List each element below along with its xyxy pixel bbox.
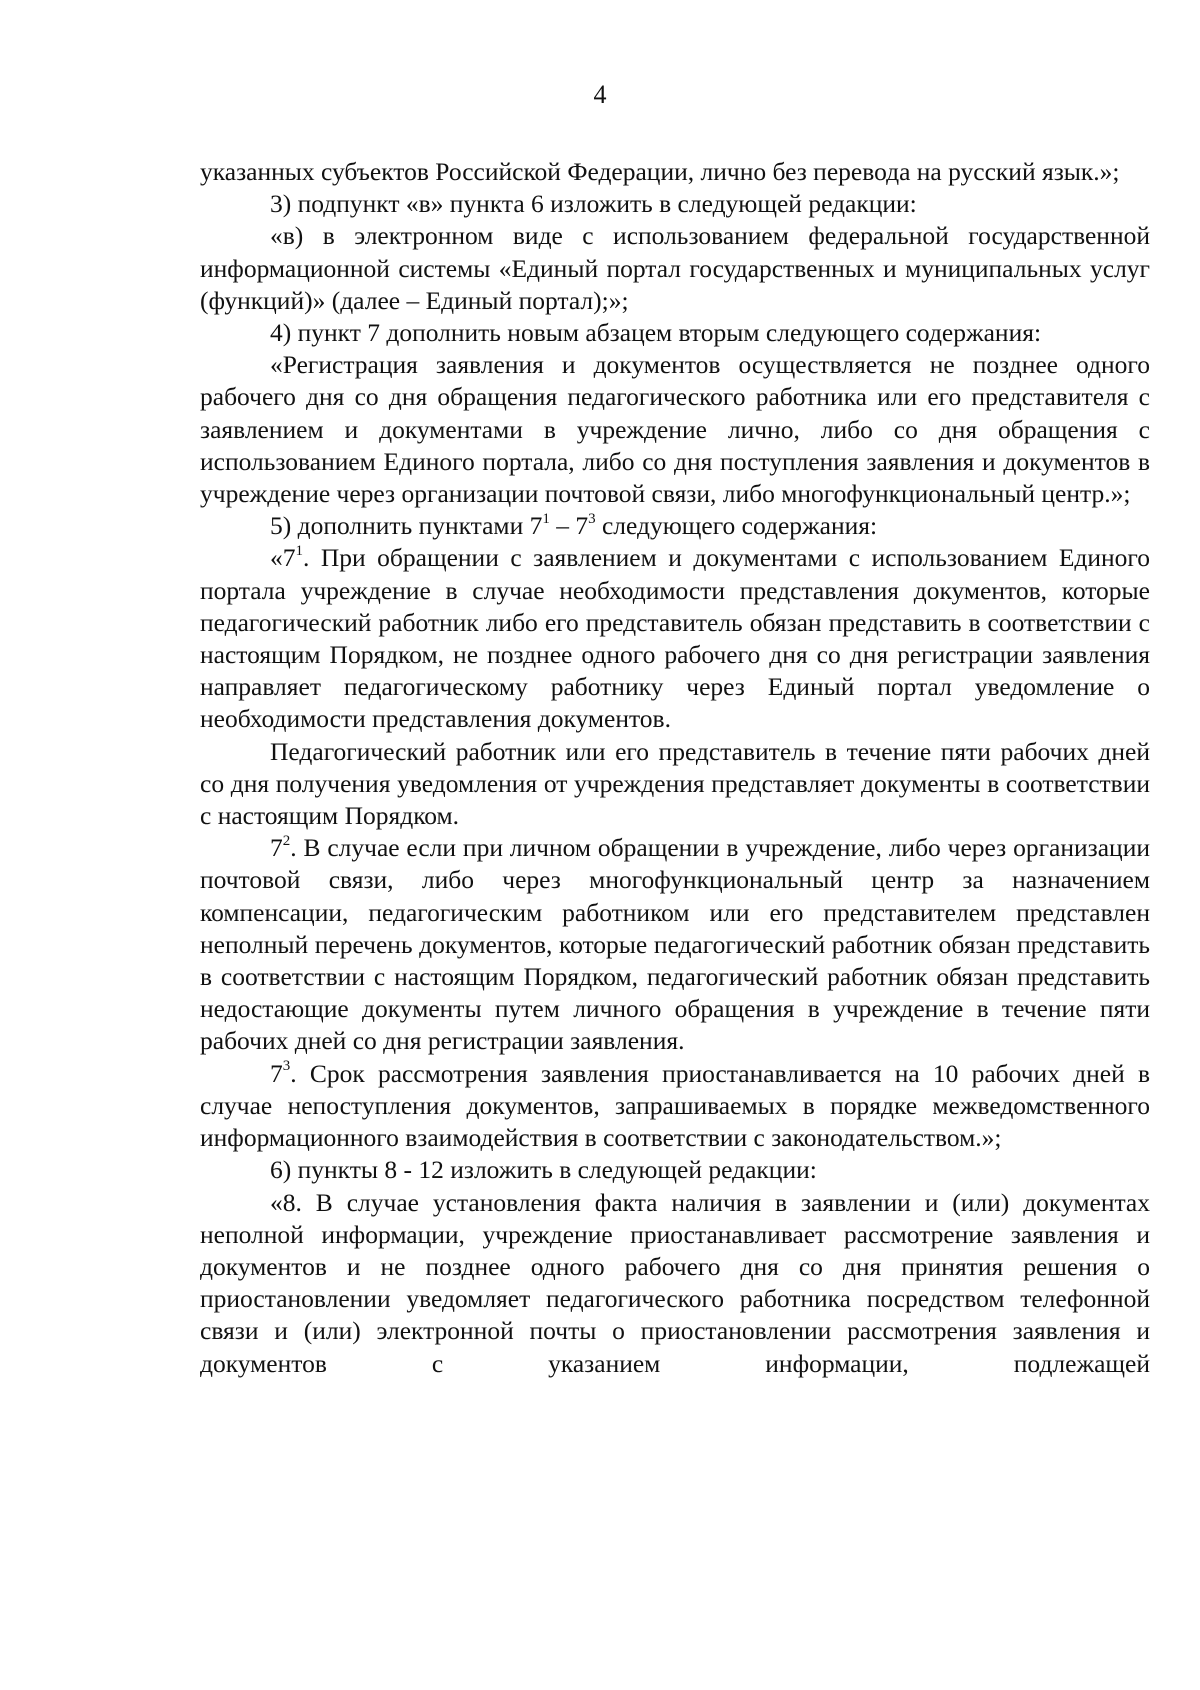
paragraph-subpoint-4: 4) пункт 7 дополнить новым абзацем вторым следующего содержания: [270, 318, 1042, 348]
paragraph-subpoint-5: 5) дополнить пунктами $7^1 - 7^3$ следующего содержания: [270, 510, 878, 541]
paragraph-continuation: указанных субъектов Российской Федерации, лично без перевода на русский язык.»; [200, 157, 1120, 186]
paragraph-8: «8. В случае установления факта наличия в заявлении и (или) документах неполной информации, учреждение приостанавливает рассмотрение заявления и документов и не позднее одного рабочего дня со дня принятия решения о приостановлении уведомляет педагогического работника посредством телефонной связи и (или) электронной почты о приостановлении рассмотрения заявления и документов с указанием информации, подлежащей [200, 1187, 1150, 1378]
paragraph-7-1: «$7^1$. При обращении с заявлением и документами с использованием Единого портала учреждение в случае необходимости представления документов, которые педагогический работник либо его представитель обязан представить в соответствии с настоящим Порядком, не позднее одного рабочего дня со дня регистрации заявления направляет педагогическому работнику через Единый портал уведомление о необходимости представления документов. [200, 542, 1150, 734]
paragraph-notice: Педагогический работник или его представитель в течение пяти рабочих дней со дня получения уведомления от учреждения представляет документы в соответствии с настоящим Порядком. [200, 736, 1150, 831]
paragraph-7-2: $7^2$. В случае если при личном обращении в учреждение, либо через организации почтовой связи, либо через многофункциональный центр за назначением компенсации, педагогическим работником или его представителем представлен неполный перечень документов, которые педагогический работник обязан представить в соответствии с настоящим Порядком, педагогический работник обязан представить недостающие документы путем личного обращения в учреждение в течение пяти рабочих дней со дня регистрации заявления. [200, 832, 1150, 1056]
paragraph-subpoint-3: 3) подпункт «в» пункта 6 изложить в следующей редакции: [270, 189, 917, 219]
paragraph-quote-v: «в) в электронном виде с использованием федеральной государственной информационной системы «Единый портал государственных и муниципальных услуг (функций)» (далее – Единый портал);»; [200, 221, 1150, 315]
document-body [200, 156, 1150, 1380]
page-number: 4 [593, 80, 607, 109]
paragraph-subpoint-6: 6) пункты 8 - 12 изложить в следующей редакции: [270, 1155, 817, 1185]
paragraph-7-3: $7^3$. Срок рассмотрения заявления приостанавливается на 10 рабочих дней в случае непоступления документов, запрашиваемых в порядке межведомственного информационного взаимодействия в соответствии с законодательством.»; [200, 1058, 1150, 1153]
paragraph-registration: «Регистрация заявления и документов осуществляется не позднее одного рабочего дня со дня обращения педагогического работника или его представителя с заявлением и документами в учреждение лично, либо со дня обращения с использованием Единого портала, либо со дня поступления заявления и документов в учреждение через организации почтовой связи, либо многофункциональный центр.»; [200, 350, 1150, 509]
